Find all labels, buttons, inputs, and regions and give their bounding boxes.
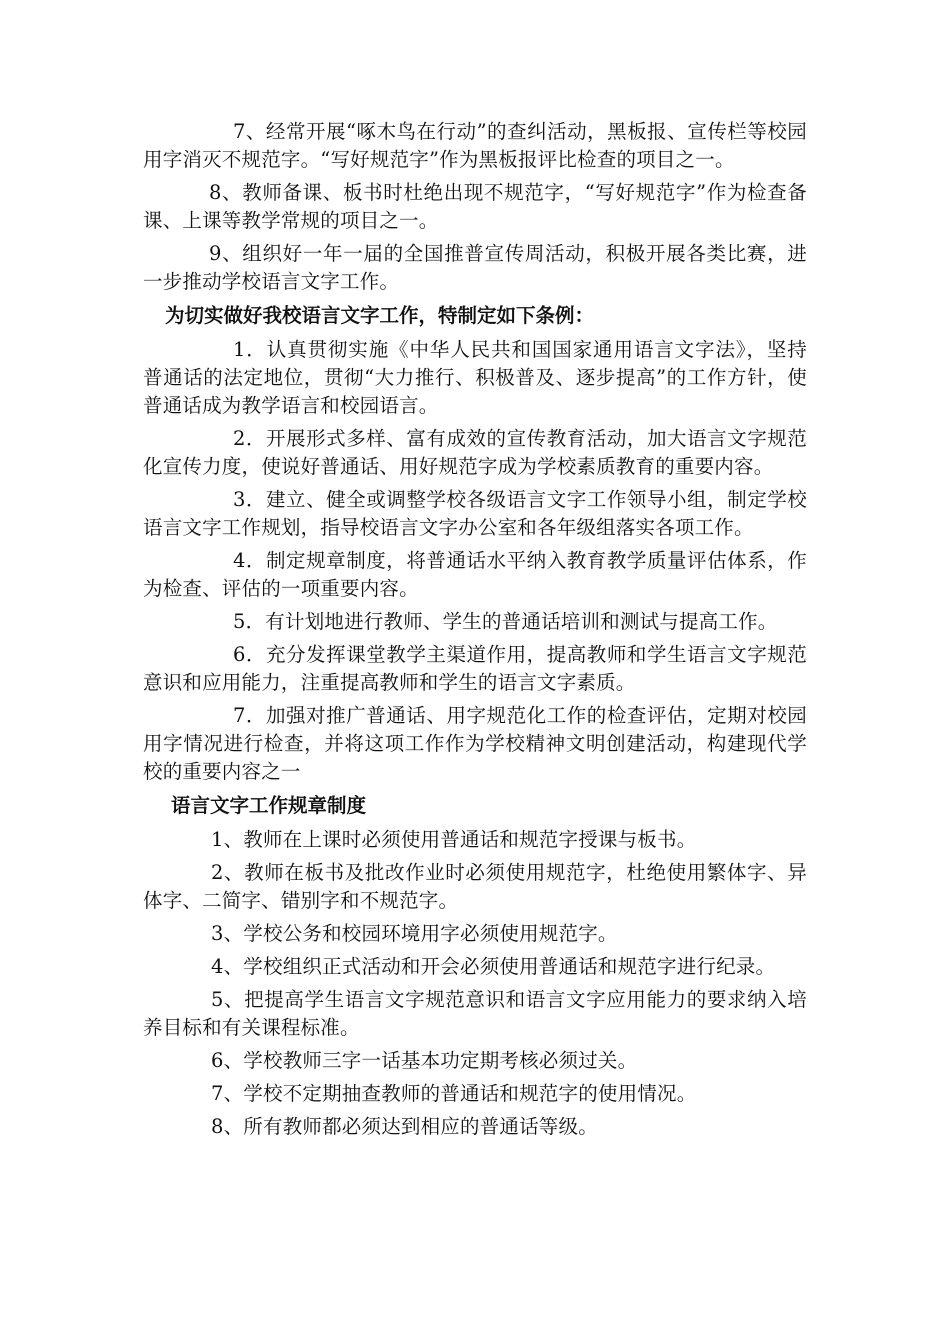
regulation-item-5: 5．有计划地进行教师、学生的普通话培训和测试与提高工作。 xyxy=(233,610,778,633)
rule-item-5: 5、把提高学生语言文字规范意识和语言文字应用能力的要求纳入培养目标和有关课程标准。 xyxy=(143,988,807,1039)
intro-item-9: 9、组织好一年一届的全国推普宣传周活动，积极开展各类比赛，进一步推动学校语言文字工作。 xyxy=(143,242,807,293)
rule-item-8: 8、所有教师都必须达到相应的普通话等级。 xyxy=(211,1115,598,1138)
section-heading-rules: 语言文字工作规章制度 xyxy=(171,794,367,817)
rule-item-3: 3、学校公务和校园环境用字必须使用规范字。 xyxy=(211,922,618,945)
rule-item-1: 1、教师在上课时必须使用普通话和规范字授课与板书。 xyxy=(211,828,697,851)
rule-item-6: 6、学校教师三字一话基本功定期考核必须过关。 xyxy=(211,1049,638,1072)
section-heading-regulations: 为切实做好我校语言文字工作，特制定如下条例： xyxy=(165,304,595,327)
rule-item-4: 4、学校组织正式活动和开会必须使用普通话和规范字进行纪录。 xyxy=(211,955,776,978)
regulation-item-7: 7．加强对推广普通话、用字规范化工作的检查评估，定期对校园用字情况进行检查，并将这项工作作为学校精神文明创建活动，构建现代学校的重要内容之一 xyxy=(143,704,807,783)
regulation-item-6: 6．充分发挥课堂教学主渠道作用，提高教师和学生语言文字规范意识和应用能力，注重提高教师和学生的语言文字素质。 xyxy=(143,643,807,694)
regulation-item-3: 3．建立、健全或调整学校各级语言文字工作领导小组，制定学校语言文字工作规划，指导校语言文字办公室和各年级组落实各项工作。 xyxy=(143,488,807,539)
regulation-item-2: 2．开展形式多样、富有成效的宣传教育活动，加大语言文字规范化宣传力度，使说好普通话、用好规范字成为学校素质教育的重要内容。 xyxy=(143,427,807,478)
rule-item-2: 2、教师在板书及批改作业时必须使用规范字，杜绝使用繁体字、异体字、二简字、错别字和不规范字。 xyxy=(143,861,807,912)
regulation-item-4: 4．制定规章制度，将普通话水平纳入教育教学质量评估体系，作为检查、评估的一项重要内容。 xyxy=(143,549,807,600)
intro-item-7: 7、经常开展“啄木鸟在行动”的查纠活动，黑板报、宣传栏等校园用字消灭不规范字。“写好规范字”作为黑板报评比检查的项目之一。 xyxy=(143,120,807,171)
regulation-item-1: 1．认真贯彻实施《中华人民共和国国家通用语言文字法》，坚持普通话的法定地位，贯彻“大力推行、积极普及、逐步提高”的工作方针，使普通话成为教学语言和校园语言。 xyxy=(143,338,807,417)
document-body xyxy=(143,118,807,1146)
intro-item-8: 8、教师备课、板书时杜绝出现不规范字，“写好规范字”作为检查备课、上课等教学常规的项目之一。 xyxy=(143,181,807,232)
rule-item-7: 7、学校不定期抽查教师的普通话和规范字的使用情况。 xyxy=(211,1082,697,1105)
